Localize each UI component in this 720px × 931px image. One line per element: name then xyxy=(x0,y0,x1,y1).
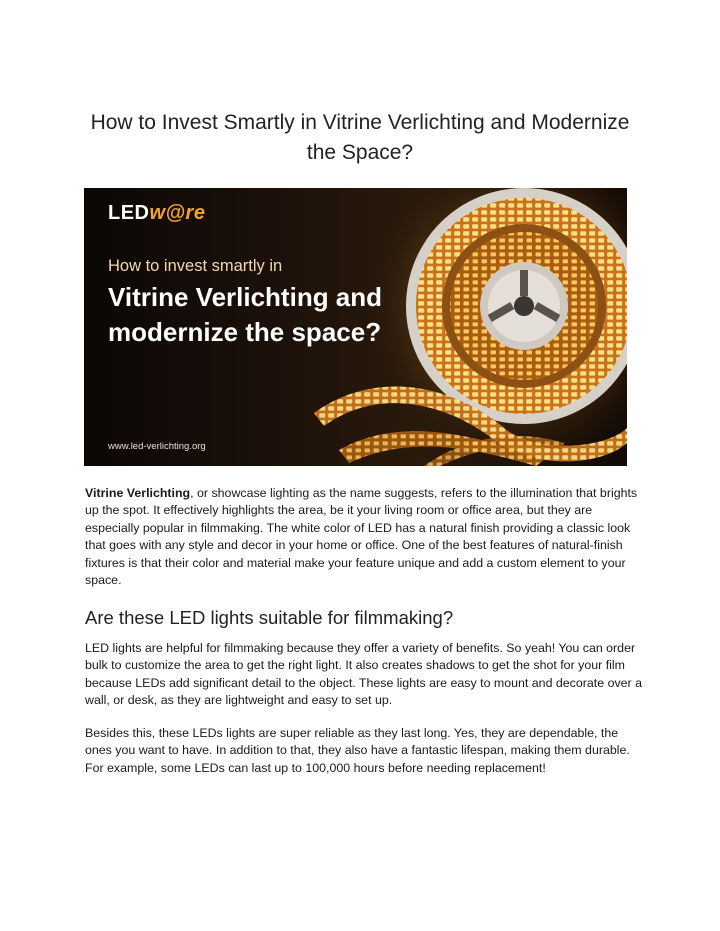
banner-subheading: How to invest smartly in xyxy=(108,257,283,275)
intro-bold-term: Vitrine Verlichting xyxy=(85,486,191,500)
banner-heading: Vitrine Verlichting and modernize the space? xyxy=(108,282,383,347)
intro-paragraph xyxy=(85,485,645,589)
banner-url: www.led-verlichting.org xyxy=(108,441,206,452)
section-heading: Are these LED lights suitable for filmmaking? xyxy=(85,607,454,628)
section-paragraph-1: LED lights are helpful for filmmaking because they offer a variety of benefits. So yeah! You can order bulk to customize the area to get the right light. It also creates shadows to get the shot for your film because LEDs add significant detail to the object. These lights are easy to mount and decorate over a wall, or desk, as they are lightweight and easy to set up. xyxy=(85,641,643,708)
ledware-logo: LEDw@re xyxy=(108,202,206,224)
page-title: How to Invest Smartly in Vitrine Verlichting and Modernize the Space? xyxy=(90,111,630,164)
intro-text: , or showcase lighting as the name suggests, refers to the illumination that brights up the spot. It effectively highlights the area, be it your living room or office area, but they are especially popular in filmmaking. The white color of LED has a natural finish providing a classic look that goes with any style and decor in your home or office. One of the best features of natural-finish fixtures is that their color and material make your feature unique and add a custom element to your space. xyxy=(85,486,638,588)
section-paragraph-2: Besides this, these LEDs lights are super reliable as they last long. Yes, they are dependable, the ones you want to have. In addition to that, they also have a fantastic lifespan, making them durable. For example, some LEDs can last up to 100,000 hours before needing replacement! xyxy=(85,726,630,775)
banner-image xyxy=(84,188,627,466)
